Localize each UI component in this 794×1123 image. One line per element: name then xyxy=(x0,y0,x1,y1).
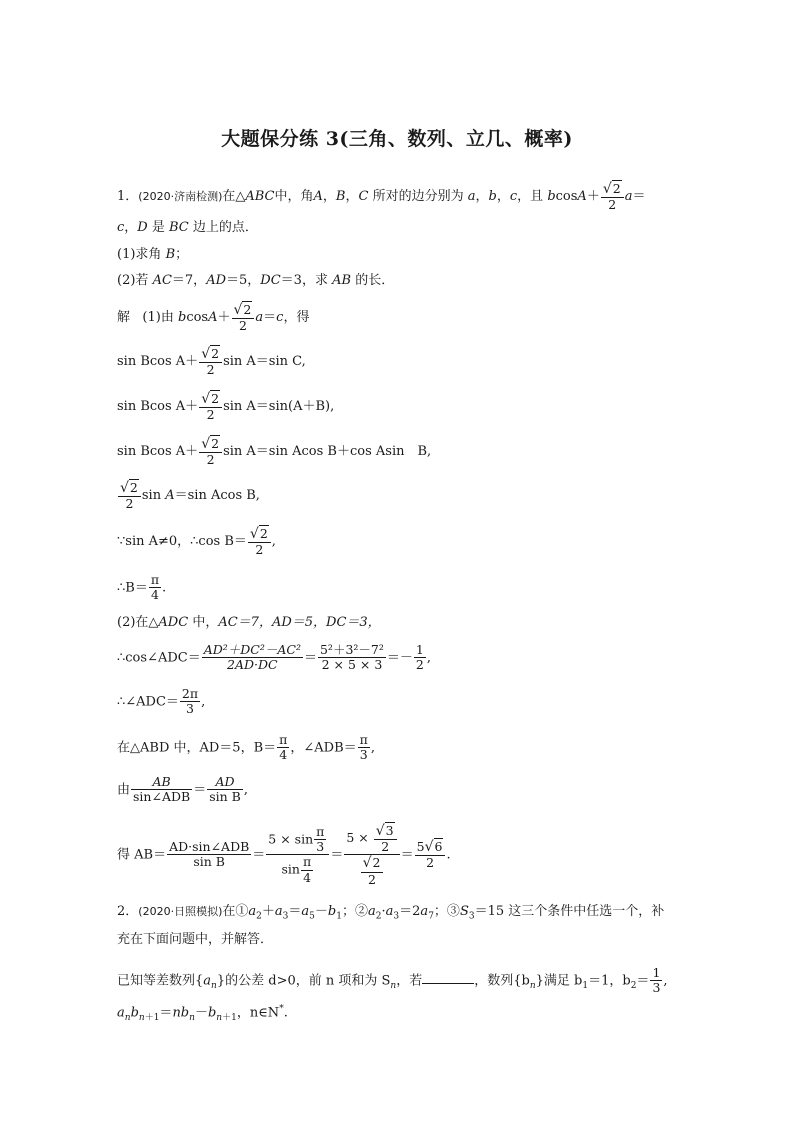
solution-step-4: sin Bcos A＋ $\frac{√2}{2}$ sin A＝sin Acos B＋cos Asin B, xyxy=(117,436,432,468)
problem-1-stem-cont: c，D 是 BC 边上的点． xyxy=(117,220,258,235)
problem-2-stem: 2．(2020·日照模拟)在$①a_2+a_3=a_5-b_1$；$②a_2\cdot a_3=2a_7$；$③S_3=15$ 这三个条件中任选一个，补 xyxy=(117,904,665,922)
sine-law-step: 由 $\frac{AB}{\text{sin∠ADB}}$ ＝ $\frac{AD}{\text{sin B}}$ , xyxy=(117,774,248,805)
answer-blank[interactable] xyxy=(422,983,474,984)
problem-source: (2020·济南检测) xyxy=(138,190,223,204)
problem-number: 1． xyxy=(117,189,139,205)
solution-label: 解 xyxy=(117,310,131,326)
problem-number: 2． xyxy=(117,904,139,919)
solution-step-7: ∴B＝ $\frac{\pi}{4}$ . xyxy=(117,572,167,603)
problem-2-recurrence: $a_nb_{n+1}=nb_n-b_{n+1}$，n∈N*. xyxy=(117,1004,288,1023)
question-1: (1)求角 B； xyxy=(117,247,189,262)
solution-step-6: ∵sin A≠0，∴cos B＝ $\frac{√2}{2}$ , xyxy=(117,526,276,558)
solution-step-1: 解 (1)由 bcosA＋ $\frac{√2}{2}$ a＝c，得 xyxy=(117,302,310,334)
problem-1-stem: 1．(2020·济南检测)在△ABC中，角A，B，C 所对的边分别为 a，b，c，且 bcosA＋ $\frac{√2}{2}$ a＝ xyxy=(117,181,646,213)
page-title: 大题保分练 3(三角、数列、立几、概率) xyxy=(221,128,573,150)
ab-result-step: 得 AB＝ $\frac{\text{AD·sin∠ADB}}{\text{sin B}}$ ＝ 5 × sin $\frac{\pi}{3}$ sin $\frac{\pi}{4}$ ＝ 5 × $\frac{√3}{2}$ $\frac{√2}{2}$ ＝ $\frac{5√6}{2}$ . xyxy=(117,823,451,887)
question-2: (2)若 AC＝7，AD＝5，DC＝3，求 AB 的长． xyxy=(117,273,395,288)
cosine-law-step: ∴cos∠ADC＝ $\frac{\text{AD²＋DC²－AC²}}{2AD\cdot DC}$ ＝ $\frac{\text{5²＋3²－7²}}{2 \times 5 \times 3}$ ＝－ $\frac{1}{2}$ , xyxy=(117,642,431,673)
part-2-intro: (2)在△ADC 中，AC＝7，AD＝5，DC＝3， xyxy=(117,615,381,630)
problem-2-condition: 已知等差数列$\{a_n\}$的公差 d>0，前 n 项和为 $S_n$，若 ，数列$\{b_n\}$满足 $b_1=1$，$b_2=$ $\frac{1}{3}$ , xyxy=(117,965,668,996)
problem-source: (2020·日照模拟) xyxy=(138,905,223,918)
triangle-abd-step: 在△ABD 中，AD＝5，B＝ $\frac{\pi}{4}$ ，∠ADB＝ $\frac{\pi}{3}$ , xyxy=(117,732,375,763)
angle-adc-step: ∴∠ADC＝ $\frac{2\pi}{3}$ , xyxy=(117,686,206,717)
solution-step-3: sin Bcos A＋ $\frac{√2}{2}$ sin A＝sin(A＋B), xyxy=(117,391,335,423)
solution-step-2: sin Bcos A＋ $\frac{√2}{2}$ sin A＝sin C, xyxy=(117,346,306,378)
solution-step-5: $\frac{√2}{2}$ sin A＝sin Acos B, xyxy=(120,480,260,512)
fraction: $\frac{√2}{2}$ xyxy=(601,181,624,212)
problem-2-stem-cont: 充在下面问题中，并解答． xyxy=(117,932,274,947)
